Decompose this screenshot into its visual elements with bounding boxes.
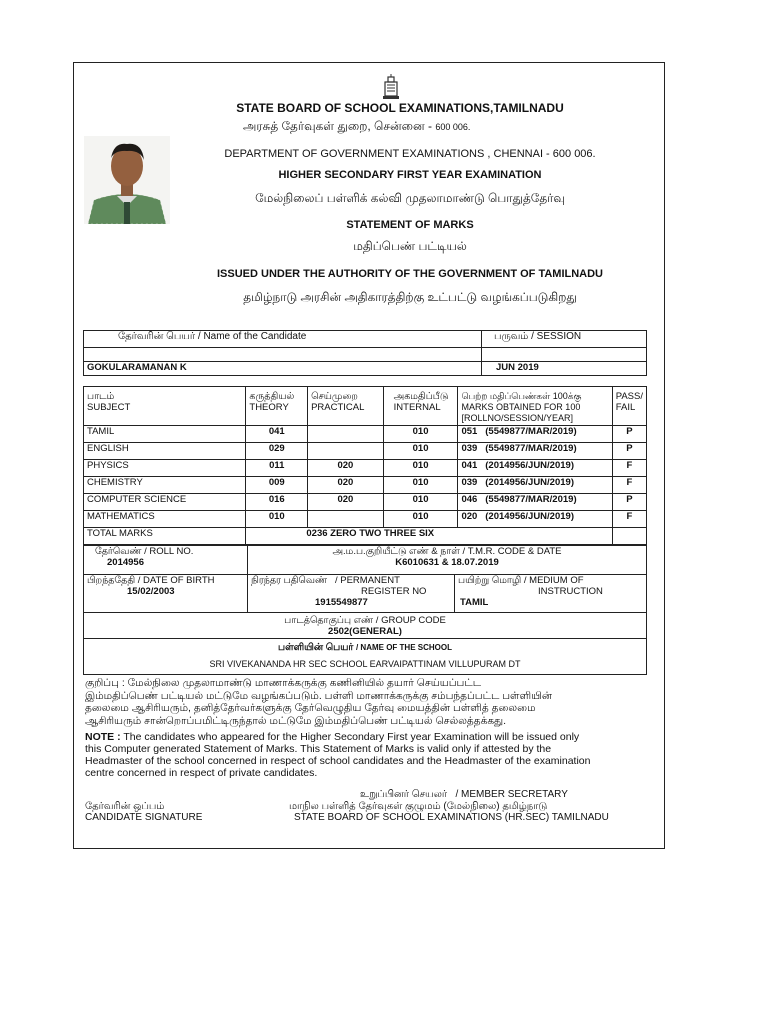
practical-cell [308,426,384,443]
total-label: TOTAL MARKS [84,528,246,545]
practical-cell: 020 [308,477,384,494]
practical-cell [308,511,384,528]
authority-tamil: தமிழ்நாடு அரசின் அதிகாரத்திற்கு உட்பட்டு வழங்கப்படுகிறது [243,290,577,304]
theory-cell: 010 [246,511,308,528]
theory-cell: 009 [246,477,308,494]
subject-cell: COMPUTER SCIENCE [84,494,246,511]
total-row [84,528,647,545]
session-label: பருவம் / SESSION [482,331,647,348]
head-practical: செய்முறை PRACTICAL [308,387,384,426]
result-cell: P [612,426,646,443]
english-note: NOTE : The candidates who appeared for the Higher Secondary First year Examination will be issued only this Computer generated Statement of Marks. This Statement of Marks is valid only if attested by the Headmaster of the school concerned in respect of school candidates and the Headmaster of the examination centre concerned in respect of private candidates. [85,731,591,779]
theory-cell: 016 [246,494,308,511]
board-title: STATE BOARD OF SCHOOL EXAMINATIONS,TAMILNADU [236,101,564,115]
result-cell: F [612,477,646,494]
subject-cell: ENGLISH [84,443,246,460]
board-signature-en: STATE BOARD OF SCHOOL EXAMINATIONS (HR.SEC) TAMILNADU [294,812,609,823]
internal-cell: 010 [383,511,458,528]
table-row [84,443,647,460]
table-row [84,494,647,511]
head-passfail: PASS/ FAIL [612,387,646,426]
table-row [84,426,647,443]
result-cell: F [612,460,646,477]
subject-cell: MATHEMATICS [84,511,246,528]
statement-tamil: மதிப்பெண் பட்டியல் [353,239,467,253]
internal-cell: 010 [383,426,458,443]
tmr-cell: அ.ம.ப.குறியீட்டு எண் & நாள் / T.M.R. CODE & DATE K6010631 & 18.07.2019 [248,546,647,575]
candidate-photo [84,136,170,224]
marks-table [83,386,647,545]
school-cell: பள்ளியின் பெயர் / NAME OF THE SCHOOL SRI VIVEKANANDA HR SEC SCHOOL EARVAIPATTINAM VILLUPURAM DT [84,639,647,675]
result-cell: P [612,494,646,511]
theory-cell: 041 [246,426,308,443]
table-row [84,460,647,477]
dob-cell: பிறந்ததேதி / DATE OF BIRTH 15/02/2003 [84,575,248,613]
total-cell: 039 (5549877/MAR/2019) [458,443,612,460]
head-marks: பெற்ற மதிப்பெண்கள் 100க்கு MARKS OBTAINED FOR 100 [ROLLNO/SESSION/YEAR] [458,387,612,426]
practical-cell: 020 [308,494,384,511]
details-table [83,545,647,675]
authority-english: ISSUED UNDER THE AUTHORITY OF THE GOVERNMENT OF TAMILNADU [216,268,604,280]
roll-cell: தேர்வெண் / ROLL NO. 2014956 [84,546,248,575]
total-cell: 051 (5549877/MAR/2019) [458,426,612,443]
head-theory: கருத்தியல் THEORY [246,387,308,426]
theory-cell: 029 [246,443,308,460]
subject-cell: CHEMISTRY [84,477,246,494]
total-cell: 020 (2014956/JUN/2019) [458,511,612,528]
head-internal: அகமதிப்பீடு INTERNAL [383,387,458,426]
exam-tamil: மேல்நிலைப் பள்ளிக் கல்வி முதலாமாண்டு பொதுத்தேர்வு [255,191,565,205]
exam-english: HIGHER SECONDARY FIRST YEAR EXAMINATION [278,169,542,181]
internal-cell: 010 [383,443,458,460]
table-row [84,511,647,528]
member-secretary: உறுப்பினர் செயலர் / MEMBER SECRETARY [360,789,568,800]
total-cell: 046 (5549877/MAR/2019) [458,494,612,511]
tamil-note: குறிப்பு : மேல்நிலை முதலாமாண்டு மாணாக்கருக்கு கணினியில் தயார் செய்யப்பட்ட இம்மதிப்பெண் பட்டியல் மட்டுமே வழங்கப்படும். பள்ளி மாணாக்கருக்கு சம்பந்தப்பட்ட பள்ளியின் தலைமை ஆசிரியரும், தனித்தேர்வர்களுக்கு தேர்வெழுதிய தேர்வு மையத்தின் பள்ளித் தலைமை ஆசிரியரும் சான்றொப்பமிட்டிருந்தால் மட்டுமே இம்மதிப்பெண் பட்டியல் செல்லத்தக்கது. [85,677,553,727]
practical-cell [308,443,384,460]
state-emblem-icon [377,74,405,100]
candidate-table [83,330,647,376]
session-value: JUN 2019 [482,362,647,376]
subject-cell: TAMIL [84,426,246,443]
table-row [84,477,647,494]
result-cell: F [612,511,646,528]
statement-english: STATEMENT OF MARKS [346,219,474,231]
name-label: தேர்வரின் பெயர் / Name of the Candidate [84,331,482,348]
internal-cell: 010 [383,460,458,477]
subject-cell: PHYSICS [84,460,246,477]
medium-cell: பயிற்று மொழி / MEDIUM OF INSTRUCTION TAMIL [455,575,647,613]
total-value: 0236 ZERO TWO THREE SIX [246,528,612,545]
candidate-name: GOKULARAMANAN K [84,362,482,376]
total-cell: 041 (2014956/JUN/2019) [458,460,612,477]
practical-cell: 020 [308,460,384,477]
internal-cell: 010 [383,494,458,511]
theory-cell: 011 [246,460,308,477]
result-cell: P [612,443,646,460]
group-cell: பாடத்தொகுப்பு எண் / GROUP CODE 2502(GENERAL) [84,613,647,639]
dept-tamil: அரசுத் தேர்வுகள் துறை, சென்னை - 600 006. [243,119,471,133]
head-subject: பாடம் SUBJECT [84,387,246,426]
permanent-reg-cell: நிரந்தர பதிவெண் / PERMANENT REGISTER NO 1915549877 [248,575,455,613]
candidate-signature-en: CANDIDATE SIGNATURE [85,812,203,823]
dept-english: DEPARTMENT OF GOVERNMENT EXAMINATIONS , CHENNAI - 600 006. [224,148,596,160]
internal-cell: 010 [383,477,458,494]
candidate-signature-ta: தேர்வரின் ஒப்பம் [85,801,165,812]
total-cell: 039 (2014956/JUN/2019) [458,477,612,494]
board-signature-ta: மாநில பள்ளித் தேர்வுகள் குழுமம் (மேல்நிலை) தமிழ்நாடு [289,801,548,812]
